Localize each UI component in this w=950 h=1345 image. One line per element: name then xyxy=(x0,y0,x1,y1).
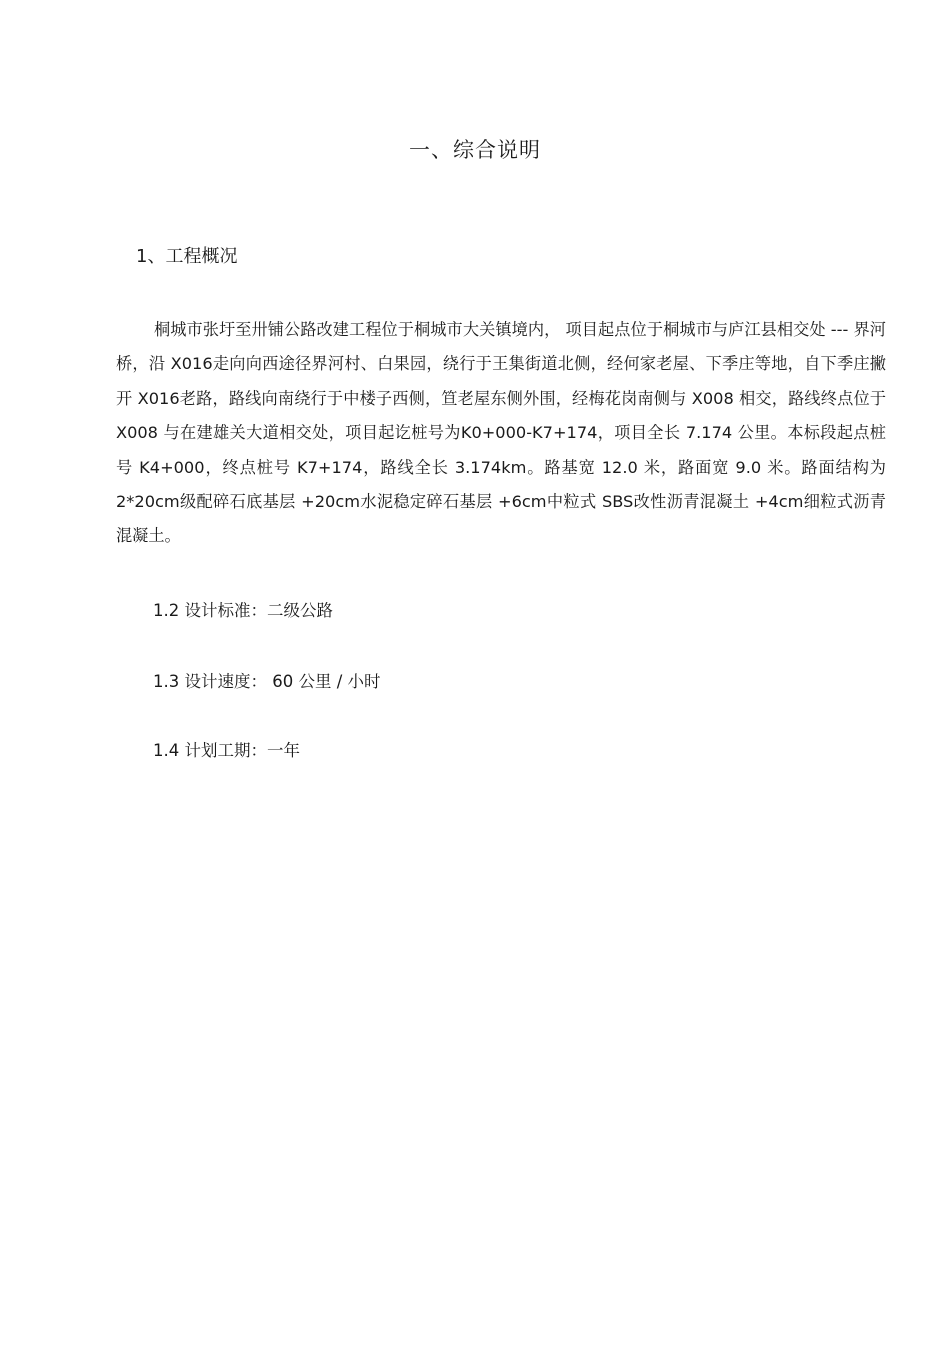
overview-paragraph: 桐城市张圩至卅铺公路改建工程位于桐城市大关镇境内， 项目起点位于桐城市与庐江县相交处 --- 界河桥，沿 X016走向向西途径界河村、白果园，绕行于王集街道北侧，经何家老屋、下季庄等地，自下季庄撇开 X016老路，路线向南绕行于中楼子西侧，笪老屋东侧外围，经梅花岗南侧与 X008 相交，路线终点位于 X008 与在建雄关大道相交处，项目起讫桩号为K0+000-K7+174，项目全长 7.174 公里。本标段起点桩号 K4+000，终点桩号 K7+174，路线全长 3.174km。路基宽 12.0 米，路面宽 9.0 米。路面结构为 2*20cm级配碎石底基层 +20cm水泥稳定碎石基层 +6cm中粒式 SBS改性沥青混凝土 +4cm细粒式沥青混凝土。 xyxy=(116,320,886,546)
spec-design-speed: 1.3 设计速度： 60 公里 / 小时 xyxy=(153,672,381,691)
spec-planned-duration: 1.4 计划工期：一年 xyxy=(153,741,300,760)
section-heading-project-overview: 1、工程概况 xyxy=(136,246,238,267)
document-title: 一、综合说明 xyxy=(409,138,541,162)
spec-design-standard: 1.2 设计标准：二级公路 xyxy=(153,601,333,620)
